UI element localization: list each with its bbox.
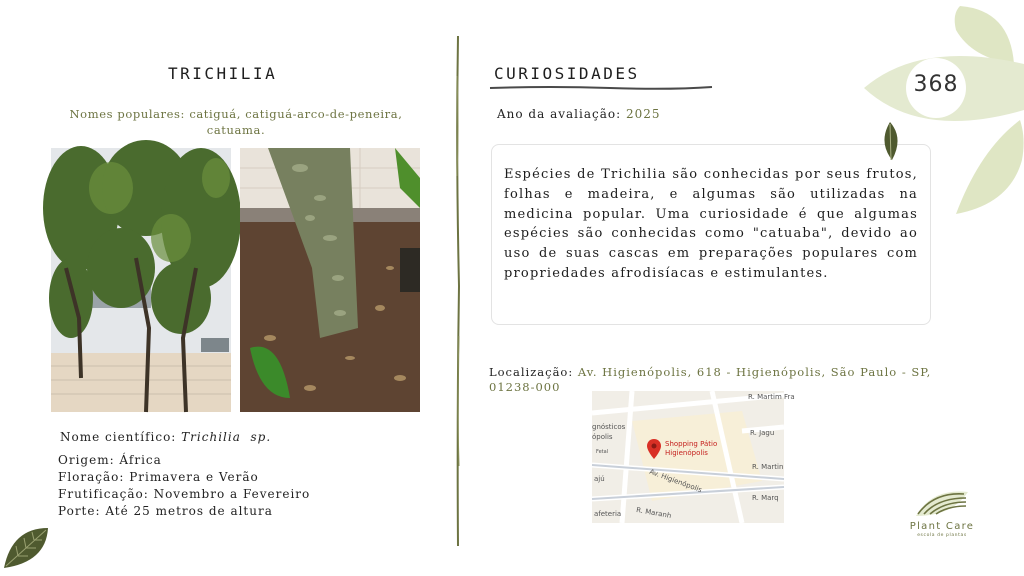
- vertical-divider: [452, 36, 464, 546]
- location-value: Av. Higienópolis, 618 - Higienópolis, São Paulo - SP, 01238-000: [489, 365, 932, 394]
- map-label-diagnosticos: gnósticos: [592, 423, 626, 431]
- location-label: Localização:: [489, 365, 574, 379]
- logo-subtitle: escola de plantas: [917, 533, 967, 538]
- map-pin-icon[interactable]: [647, 439, 661, 459]
- popular-names: [50, 106, 422, 138]
- tree-photo: [51, 148, 231, 412]
- plant-number-badge: 368: [913, 72, 959, 97]
- origin-text: Origem: África: [58, 453, 162, 467]
- scientific-name-species: sp.: [250, 430, 272, 444]
- scientific-name-label: Nome científico:: [60, 430, 177, 444]
- tree-photo-illustration: [51, 148, 231, 412]
- small-leaf-icon: [876, 120, 904, 164]
- popular-names-value: catiguá, catiguá-arco-de-peneira, catuama.: [189, 107, 403, 137]
- map-street-marques: R. Marq: [752, 494, 779, 502]
- map-label-paju: ajú: [594, 475, 605, 483]
- map-street-maranhao: R. Maranh: [635, 505, 672, 521]
- location-map[interactable]: [592, 391, 795, 523]
- plant-care-logo-icon: [912, 486, 972, 520]
- popular-names-label: Nomes populares:: [69, 107, 186, 121]
- size-text: Porte: Até 25 metros de altura: [58, 504, 273, 518]
- map-label-cafeteria: afeteria: [594, 510, 622, 518]
- scientific-name: [60, 430, 271, 444]
- map-street-martim-top: R. Martim Fra: [748, 393, 795, 401]
- curiosity-text: Espécies de Trichilia são conhecidas por seus frutos, folhas e madeira, e algumas são utilizadas na medicina popular. Uma curiosidade é que algumas espécies são conhecidas como "catuaba", devido ao uso de suas cascas em preparações populares com propriedades afrodisíacas e estimulantes.: [504, 167, 918, 281]
- map-street-avenue: Av. Higienópolis: [648, 467, 704, 495]
- corner-leaf-icon: [0, 522, 52, 574]
- flowering-text: Floração: Primavera e Verão: [58, 470, 259, 484]
- trunk-photo: [240, 148, 420, 412]
- map-pin-label-1: Shopping Pátio: [665, 440, 718, 448]
- map-label-fetal: Fetal: [596, 449, 609, 455]
- logo-name: Plant Care: [909, 521, 975, 532]
- fruiting-text: Frutificação: Novembro a Fevereiro: [58, 487, 311, 501]
- evaluation-year-label: Ano da avaliação:: [497, 107, 622, 121]
- section-title: CURIOSIDADES: [494, 64, 640, 83]
- evaluation-year: [497, 107, 661, 121]
- evaluation-year-value: 2025: [625, 107, 661, 121]
- title-underline: [490, 84, 712, 92]
- leaf-decoration: [860, 0, 1024, 230]
- trunk-photo-illustration: [240, 148, 420, 412]
- map-streets: [592, 391, 784, 523]
- map-label-diagnosticos-2: ópolis: [592, 433, 613, 441]
- page-title: TRICHILIA: [168, 64, 278, 83]
- map-pin-label-2: Higienópolis: [665, 449, 708, 457]
- scientific-name-genus: Trichilia: [181, 430, 241, 444]
- map-street-jaguaribe: R. Jagu: [750, 429, 775, 437]
- map-street-martim-mid: R. Martin: [752, 463, 784, 471]
